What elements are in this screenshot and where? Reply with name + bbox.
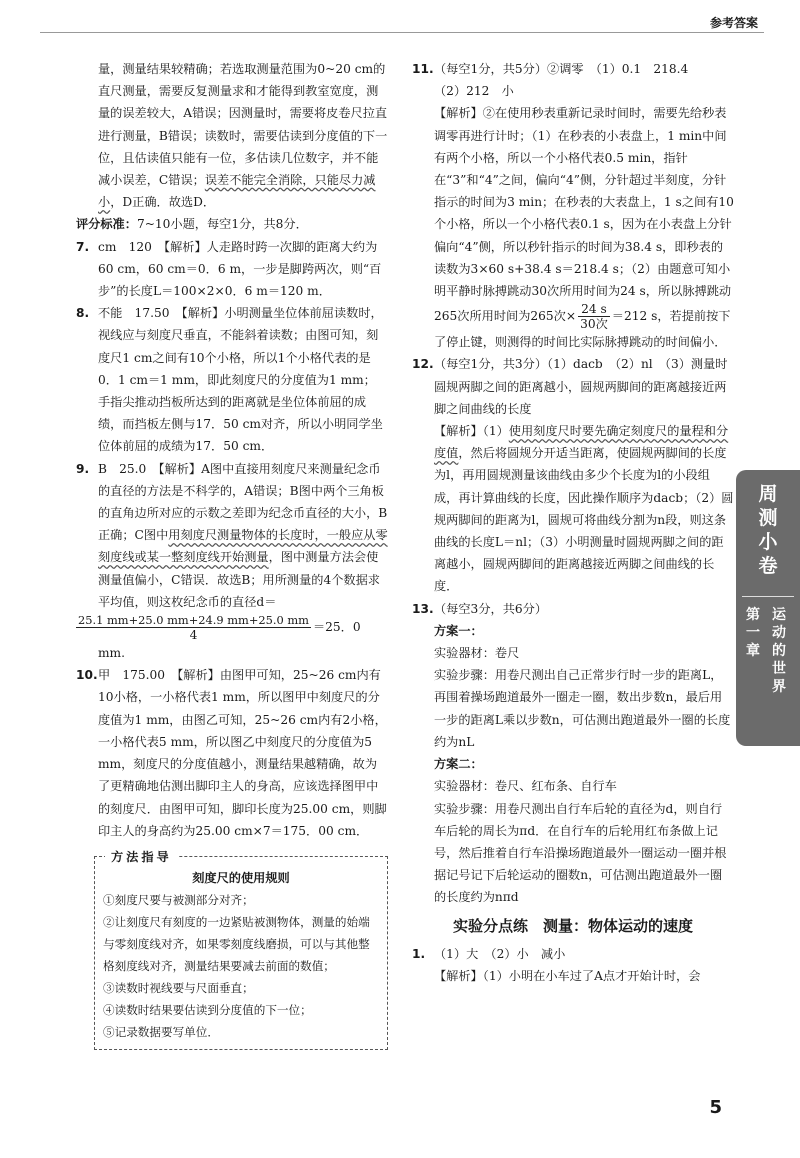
continuation-text: 量，测量结果较精确；若选取测量范围为0~20 cm的直尺测量，需要反复测量求和才能得到教室宽度，测量的误差较大，A错误；因测量时，需要将皮卷尺拉直进行测量，B错误；读数时，需要估读到分度值的下一位，且估读值只能有一位，多估读几位数字，并不能减小误差，C错误； — [98, 62, 388, 188]
formula-pre: 265次所用时间为265次× — [434, 309, 577, 324]
fraction-denominator: 30次 — [580, 317, 608, 332]
answer-number: 7. — [76, 239, 90, 254]
answer-number: 13. — [412, 601, 434, 616]
answer-13 — [412, 598, 734, 620]
answer-10 — [76, 664, 388, 842]
answer-line: （每空3分，共6分） — [434, 601, 548, 616]
fraction — [578, 302, 610, 331]
rule-item: ④读数时结果要估读到分度值的下一位； — [103, 1003, 312, 1018]
emphasis-wavy: 用刻度尺测量物体的长度时，一般应从零刻度线或某一整刻度线开始测量 — [98, 528, 388, 565]
analysis-text: 【解析】（1）小明在小车过了A点才开始计时，会 — [434, 968, 701, 983]
answer-line: （1）大 （2）小 减小 — [434, 946, 566, 961]
left-column — [76, 58, 388, 1050]
answer-8 — [76, 302, 388, 457]
scoring-text: 7~10小题，每空1分，共8分． — [136, 217, 308, 232]
method-guide-tag: 方法指导 — [105, 846, 178, 868]
section-title: 实验分点练 测量：物体运动的速度 — [452, 916, 693, 935]
answer-text-cont: ，图中测量方法会使测量值偏小，C错误．故选B；用所测量的4个数据求平均值，则这枚纪念币的直径d＝ — [98, 550, 380, 609]
rule-item: ②让刻度尺有刻度的一边紧贴被测物体，测量的始端与零刻度线对齐，如果零刻度线磨损，可以与其他整格刻度线对齐，测量结果要减去前面的数值； — [103, 915, 370, 974]
answer-line: （2）212 小 — [434, 84, 514, 99]
answer-1 — [412, 943, 734, 987]
right-column — [412, 58, 734, 987]
answer-number: 1. — [412, 946, 426, 961]
answer-line: （每空1分，共5分）②调零 （1）0.1 218.4 — [434, 62, 689, 76]
rule-item: ⑤记录数据要写单位． — [103, 1025, 219, 1040]
analysis-text: ，然后将圆规分开适当距离，使圆规两脚间的长度为l，再用圆规测量该曲线由多少个长度为l的小段组成，再计算曲线的长度，因此操作顺序为dacb；（2）圆规两脚间的距离为l，圆规可将曲线分割为n段，则这条曲线的长度L＝nl；（3）小明测量时圆规两脚之间的距离越小，圆规两脚间的距离越接近两脚之间曲线的长度． — [434, 446, 734, 594]
answer-number: 11. — [412, 62, 434, 76]
answer-text: 不能 17.50 【解析】小明测量坐位体前屈读数时，视线应与刻度尺垂直，不能斜着读数；由图可知，刻度尺1 cm之间有10个小格，所以1个小格代表的是0．1 cm＝1 mm，即此刻度尺的分度值为1 mm；手指尖推动挡板所达到的距离就是坐位体前屈的成绩，而挡板左侧与17．50 cm对齐，所以小明同学坐位体前屈的成绩为17．50 cm． — [98, 306, 383, 454]
plan-two-title: 方案二： — [434, 757, 483, 772]
fraction-numerator: 25.1 mm+25.0 mm+24.9 mm+25.0 mm — [78, 613, 309, 628]
prev-answer-continuation — [76, 58, 388, 213]
method-guide-box — [94, 849, 388, 1050]
page-header: 参考答案 — [709, 16, 758, 30]
answer-text: cm 120 【解析】人走路时跨一次脚的距离大约为60 cm，60 cm＝0．6 m，一步是脚跨两次，则“百步”的长度L＝100×2×0．6 m＝120 m． — [98, 239, 382, 299]
answer-text: B 25.0 【解析】A图中直接用刻度尺来测量纪念币的直径的方法是不科学的，A错误；B图中两个三角板的直角边所对应的示数之差即为纪念币直径的大小，B正确；C图中 — [98, 461, 388, 543]
side-tab-divider — [742, 596, 794, 597]
answer-11 — [412, 58, 734, 353]
side-tab-chapter: 第一章 — [746, 607, 760, 659]
fraction — [76, 613, 311, 642]
method-guide-title: 刻度尺的使用规则 — [192, 870, 290, 885]
answer-text: 甲 175.00 【解析】由图甲可知，25~26 cm内有10小格，一小格代表1 mm，所以图甲中刻度尺的分度值为1 mm，由图乙可知，25~26 cm内有2小格，一小格代表5 mm，所以图乙中刻度尺的分度值为5 mm，刻度尺的分度值越小，测量结果越精确，故为了更精确地估测出脚印主人的身高，应该选择图甲中的刻度尺．由图甲可知，脚印长度为25.00 cm，则脚印主人的身高约为25.00 cm×7＝175．00 cm． — [98, 668, 387, 838]
plan-two-equipment: 实验器材：卷尺、红布条、自行车 — [434, 779, 617, 794]
chapter-side-tab — [736, 470, 800, 746]
scoring-standard — [76, 213, 388, 235]
header-rule — [40, 32, 764, 33]
rule-item: ③读数时视线要与尺面垂直； — [103, 981, 254, 996]
rule-item: ①刻度尺要与被测部分对齐； — [103, 893, 254, 908]
page-number: 5 — [709, 1097, 722, 1118]
plan-one-steps: 实验步骤：用卷尺测出自己正常步行时一步的距离L，再围着操场跑道最外一圈走一圈，数出步数n，最后用一步的距离L乘以步数n，可估测出跑道最外一圈的长度约为nL — [434, 668, 731, 749]
plan-two-steps: 实验步骤：用卷尺测出自行车后轮的直径为d，则自行车后轮的周长为πd．在自行车的后轮用红布条做上记号，然后推着自行车沿操场跑道最外一圈运动一圈并根据记号记下后轮运动的圈数n，可估测出跑道最外一圈的长度约为nπd — [434, 801, 727, 905]
plan-one-title: 方案一： — [434, 623, 483, 638]
formula-post: ＝212 s，若提前按下了停止键，则测得的时间比实际脉搏跳动的时间偏小． — [434, 309, 731, 350]
plan-one-equipment: 实验器材：卷尺 — [434, 646, 520, 661]
side-tab-title: 周测小卷 — [758, 483, 778, 577]
fraction-denominator: 4 — [189, 628, 198, 643]
answer-number: 12. — [412, 357, 434, 372]
answer-9 — [76, 458, 388, 665]
continuation-end: ，D正确．故选D． — [110, 195, 216, 210]
answer-number: 10. — [76, 668, 98, 683]
emphasis-wavy: 使用刻度尺时要先确定刻度尺的量程和分度值 — [434, 424, 729, 461]
emphasis-wavy: 误差不能完全消除，只能尽力减小 — [98, 173, 376, 210]
answer-7 — [76, 236, 388, 303]
answer-12 — [412, 353, 734, 597]
side-tab-topic: 运动的世界 — [772, 607, 786, 695]
answer-number: 9. — [76, 461, 90, 476]
answer-line: （每空1分，共3分）（1）dacb （2）nl （3）测量时圆规两脚之间的距离越小，圆规两脚间的距离越接近两脚之间曲线的长度 — [434, 357, 728, 416]
average-formula — [78, 613, 388, 664]
scoring-label: 评分标准： — [76, 217, 137, 232]
answer-number: 8. — [76, 306, 90, 321]
fraction-numerator: 24 s — [578, 302, 610, 317]
analysis-label: 【解析】（1） — [434, 424, 509, 439]
formula-result: ＝25．0 mm. — [98, 620, 361, 661]
analysis-text: 【解析】②在使用秒表重新记录时间时，需要先给秒表调零再进行计时；（1）在秒表的小表盘上，1 min中间有两个小格，所以一个小格代表0.5 min，指针在“3”和“4”之间，偏向“4”侧，分针超过半刻度，分针指示的时间为3 min；在秒表的大表盘上，1 s之间有10个小格，所以一个小格代表0.1 s，因为在小表盘上分针偏向“4”侧，所以秒针指示的时间为38.4 s，即秒表的读数为3×60 s+38.4 s＝218.4 s；（2）由题意可知小明平静时脉搏跳动30次所用时间为24 s，所以脉搏跳动 — [434, 106, 734, 299]
